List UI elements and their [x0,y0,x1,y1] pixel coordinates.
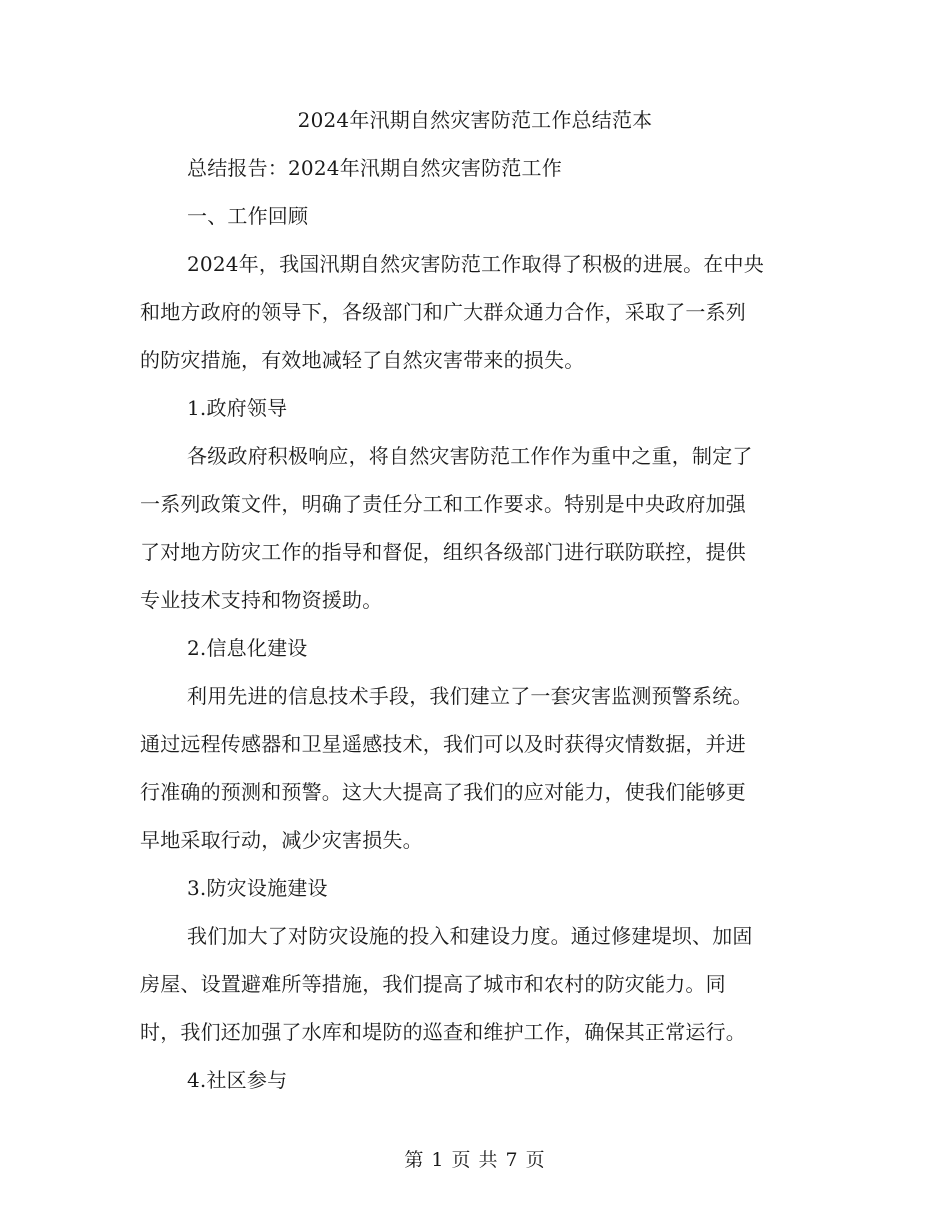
paragraph-line: 早地采取行动，减少灾害损失。 [140,828,423,852]
subheading-government: 1.政府领导 [187,396,288,420]
document-title: 2024年汛期自然灾害防范工作总结范本 [297,108,653,132]
paragraph-line: 一系列政策文件，明确了责任分工和工作要求。特别是中央政府加强 [140,492,746,516]
subheading-community: 4.社区参与 [187,1068,288,1092]
paragraph-line: 我们加大了对防灾设施的投入和建设力度。通过修建堤坝、加固 [187,924,753,948]
paragraph-line: 房屋、设置避难所等措施，我们提高了城市和农村的防灾能力。同 [140,972,726,996]
subheading-facilities: 3.防灾设施建设 [187,876,328,900]
paragraph-line: 了对地方防灾工作的指导和督促，组织各级部门进行联防联控，提供 [140,540,746,564]
section-heading-review: 一、工作回顾 [187,204,309,228]
paragraph-line: 行准确的预测和预警。这大大提高了我们的应对能力，使我们能够更 [140,780,746,804]
page-number-footer: 第 1 页 共 7 页 [404,1149,546,1171]
paragraph-line: 各级政府积极响应，将自然灾害防范工作作为重中之重，制定了 [187,444,753,468]
paragraph-line: 的防灾措施，有效地减轻了自然灾害带来的损失。 [140,348,585,372]
subheading-informatization: 2.信息化建设 [187,636,308,660]
paragraph-line: 利用先进的信息技术手段，我们建立了一套灾害监测预警系统。 [187,684,753,708]
paragraph-line: 时，我们还加强了水库和堤防的巡查和维护工作，确保其正常运行。 [140,1020,746,1044]
paragraph-line: 和地方政府的领导下，各级部门和广大群众通力合作，采取了一系列 [140,300,746,324]
paragraph-line: 2024年，我国汛期自然灾害防范工作取得了积极的进展。在中央 [187,252,764,276]
paragraph-line: 专业技术支持和物资援助。 [140,588,383,612]
report-heading: 总结报告：2024年汛期自然灾害防范工作 [187,156,562,180]
paragraph-line: 通过远程传感器和卫星遥感技术，我们可以及时获得灾情数据，并进 [140,732,746,756]
